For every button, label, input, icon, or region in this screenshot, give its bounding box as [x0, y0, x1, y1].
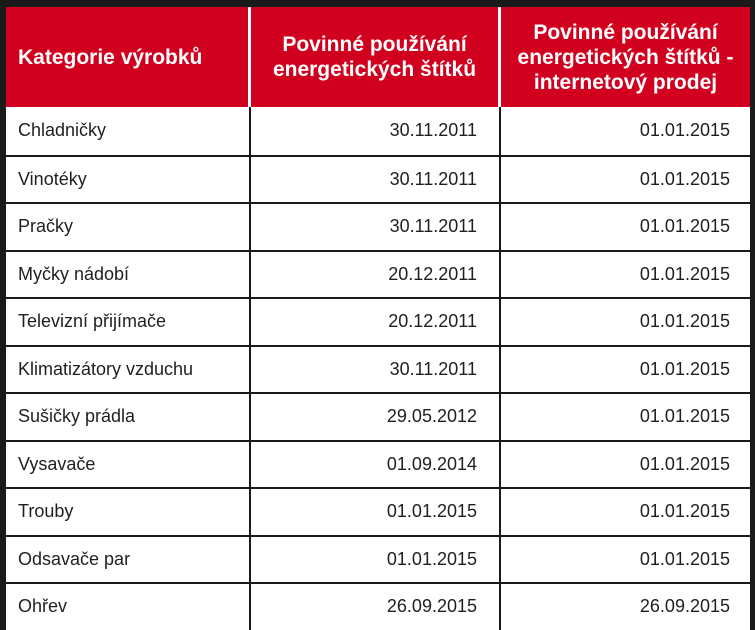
- table-row: [6, 487, 750, 535]
- cell-product-category: Vysavače: [6, 440, 251, 488]
- cell-mandatory-date: 20.12.2011: [251, 250, 501, 298]
- table-row: [6, 297, 750, 345]
- cell-online-date: 01.01.2015: [501, 440, 750, 488]
- cell-mandatory-date: 30.11.2011: [251, 345, 501, 393]
- cell-mandatory-date: 20.12.2011: [251, 297, 501, 345]
- cell-product-category: Myčky nádobí: [6, 250, 251, 298]
- header-mandatory-labeling: Povinné používání energetických štítků: [251, 7, 501, 107]
- table-row: [6, 582, 750, 630]
- cell-mandatory-date: 01.01.2015: [251, 487, 501, 535]
- cell-online-date: 01.01.2015: [501, 155, 750, 203]
- table-row: [6, 535, 750, 583]
- header-row: [6, 7, 750, 107]
- energy-label-table: [6, 7, 750, 630]
- cell-mandatory-date: 01.01.2015: [251, 535, 501, 583]
- cell-product-category: Sušičky prádla: [6, 392, 251, 440]
- table-body: [6, 107, 750, 630]
- cell-online-date: 26.09.2015: [501, 582, 750, 630]
- cell-online-date: 01.01.2015: [501, 107, 750, 155]
- cell-online-date: 01.01.2015: [501, 535, 750, 583]
- header-mandatory-labeling-online: Povinné používání energetických štítků - internetový prodej: [501, 7, 750, 107]
- cell-product-category: Trouby: [6, 487, 251, 535]
- cell-mandatory-date: 30.11.2011: [251, 155, 501, 203]
- cell-online-date: 01.01.2015: [501, 487, 750, 535]
- cell-product-category: Ohřev: [6, 582, 251, 630]
- cell-mandatory-date: 30.11.2011: [251, 202, 501, 250]
- table-row: [6, 345, 750, 393]
- cell-mandatory-date: 01.09.2014: [251, 440, 501, 488]
- cell-product-category: Chladničky: [6, 107, 251, 155]
- cell-online-date: 01.01.2015: [501, 392, 750, 440]
- table-row: [6, 250, 750, 298]
- cell-product-category: Pračky: [6, 202, 251, 250]
- cell-online-date: 01.01.2015: [501, 345, 750, 393]
- table-row: [6, 440, 750, 488]
- table-row: [6, 202, 750, 250]
- cell-product-category: Klimatizátory vzduchu: [6, 345, 251, 393]
- cell-online-date: 01.01.2015: [501, 202, 750, 250]
- header-product-category: Kategorie výrobků: [6, 7, 251, 107]
- cell-mandatory-date: 26.09.2015: [251, 582, 501, 630]
- table-row: [6, 107, 750, 155]
- cell-online-date: 01.01.2015: [501, 297, 750, 345]
- table-row: [6, 392, 750, 440]
- cell-product-category: Odsavače par: [6, 535, 251, 583]
- cell-mandatory-date: 30.11.2011: [251, 107, 501, 155]
- table-header: [6, 7, 750, 107]
- cell-online-date: 01.01.2015: [501, 250, 750, 298]
- table-row: [6, 155, 750, 203]
- cell-product-category: Televizní přijímače: [6, 297, 251, 345]
- cell-mandatory-date: 29.05.2012: [251, 392, 501, 440]
- cell-product-category: Vinotéky: [6, 155, 251, 203]
